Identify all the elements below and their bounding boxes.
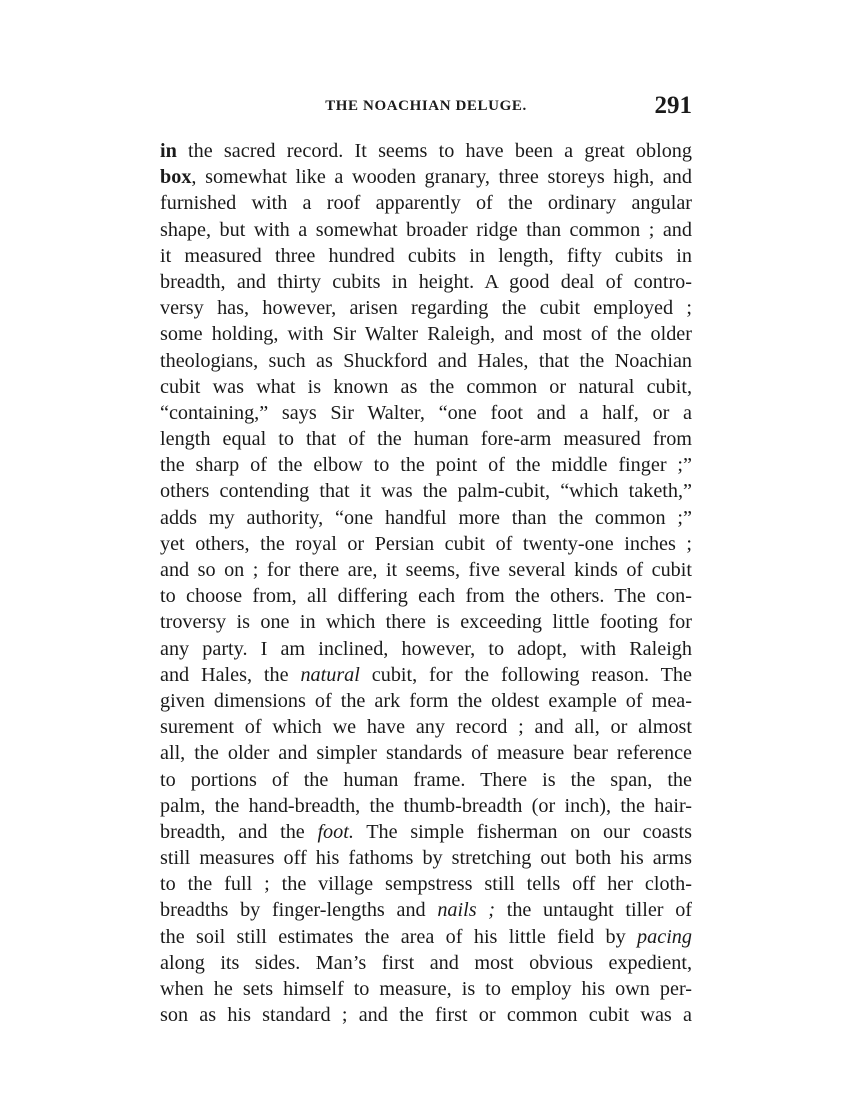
line-text: when he sets himself to measure, is to employ his own per- xyxy=(160,978,692,1000)
line-text: length equal to that of the human fore-arm measured from xyxy=(160,428,692,451)
line-text: given dimensions of the ark form the oldest example of mea- xyxy=(160,689,692,712)
text-line xyxy=(160,295,692,321)
line-text: still measures off his fathoms by stretching out both his arms xyxy=(160,847,692,870)
line-text: all, the older and simpler standards of measure bear reference xyxy=(160,742,692,765)
line-text: surement of which we have any record ; and all, or almost xyxy=(160,716,692,739)
running-head xyxy=(160,92,692,128)
line-text: the untaught tiller of xyxy=(495,899,692,922)
line-text: cubit was what is known as the common or natural cubit, xyxy=(160,375,692,398)
text-line xyxy=(160,609,692,635)
body-text xyxy=(160,138,692,1028)
text-line xyxy=(160,714,692,740)
italic-text: pacing xyxy=(637,925,692,948)
text-line xyxy=(160,505,692,531)
text-line xyxy=(160,845,692,871)
text-line xyxy=(160,583,692,609)
line-text: yet others, the royal or Persian cubit of twenty-one inches ; xyxy=(160,532,692,555)
text-line xyxy=(160,897,692,923)
line-text: “containing,” says Sir Walter, “one foot and a half, or a xyxy=(160,401,692,424)
running-title: THE NOACHIAN DELUGE. xyxy=(325,98,527,114)
line-text: any party. I am inclined, however, to adopt, with Raleigh xyxy=(160,637,692,660)
line-text: the sharp of the elbow to the point of the middle finger ;” xyxy=(160,454,692,477)
line-text: theologians, such as Shuckford and Hales, that the Noachian xyxy=(160,349,692,372)
italic-text: foot. xyxy=(317,820,354,843)
italic-text: nails ; xyxy=(437,899,496,922)
text-line xyxy=(160,793,692,819)
line-text: , somewhat like a wooden granary, three storeys high, and xyxy=(191,166,692,189)
text-line xyxy=(160,164,692,190)
line-text: along its sides. Man’s first and most obvious expedient, xyxy=(160,951,692,974)
text-line xyxy=(160,662,692,688)
text-line xyxy=(160,976,692,1002)
line-text: and so on ; for there are, it seems, five several kinds of cubit xyxy=(160,559,692,581)
line-text: troversy is one in which there is exceeding little footing for xyxy=(160,611,692,634)
text-line xyxy=(160,924,692,950)
text-line xyxy=(160,688,692,714)
text-line xyxy=(160,871,692,897)
text-line xyxy=(160,400,692,426)
text-line xyxy=(160,740,692,766)
italic-text: natural xyxy=(300,663,360,686)
text-line xyxy=(160,636,692,662)
text-line xyxy=(160,138,692,164)
line-text: to portions of the human frame. There is the span, the xyxy=(160,768,692,791)
line-text: furnished with a roof apparently of the ordinary angular xyxy=(160,192,692,215)
line-text: cubit, for the following reason. The xyxy=(359,663,692,686)
text-line xyxy=(160,374,692,400)
text-line xyxy=(160,950,692,976)
text-line xyxy=(160,426,692,452)
line-text: to the full ; the village sempstress still tells off her cloth- xyxy=(160,873,692,896)
line-text: and Hales, the xyxy=(160,663,301,686)
text-line xyxy=(160,531,692,557)
text-line xyxy=(160,269,692,295)
line-text: The simple fisherman on our coasts xyxy=(353,820,692,843)
line-text: adds my authority, “one handful more than the common ;” xyxy=(160,506,692,529)
text-line xyxy=(160,348,692,374)
text-line xyxy=(160,478,692,504)
line-text: palm, the hand-breadth, the thumb-breadth (or inch), the hair- xyxy=(160,794,692,817)
text-line xyxy=(160,819,692,845)
text-line xyxy=(160,767,692,793)
bold-text: box xyxy=(160,166,192,189)
line-text: son as his standard ; and the first or common cubit was a xyxy=(160,1004,692,1027)
line-text: breadth, and thirty cubits in height. A good deal of contro- xyxy=(160,270,692,293)
text-line xyxy=(160,190,692,216)
line-text: it measured three hundred cubits in length, fifty cubits in xyxy=(160,244,692,267)
line-text: to choose from, all differing each from the others. The con- xyxy=(160,585,692,608)
text-line xyxy=(160,243,692,269)
line-text: breadths by finger-lengths and xyxy=(160,899,438,922)
text-line xyxy=(160,321,692,347)
text-line xyxy=(160,557,692,583)
line-text: the sacred record. It seems to have been a great oblong xyxy=(176,140,692,162)
line-text: breadth, and the xyxy=(160,820,318,843)
line-text: shape, but with a somewhat broader ridge than common ; and xyxy=(160,218,692,241)
text-line xyxy=(160,452,692,478)
line-text: versy has, however, arisen regarding the cubit employed ; xyxy=(160,297,692,320)
text-line xyxy=(160,217,692,243)
page-number: 291 xyxy=(654,92,692,119)
line-text: others contending that it was the palm-cubit, “which taketh,” xyxy=(160,480,692,503)
text-line xyxy=(160,1002,692,1028)
bold-text: in xyxy=(160,140,177,162)
line-text: some holding, with Sir Walter Raleigh, and most of the older xyxy=(160,323,692,346)
line-text: the soil still estimates the area of his little field by xyxy=(160,925,638,948)
